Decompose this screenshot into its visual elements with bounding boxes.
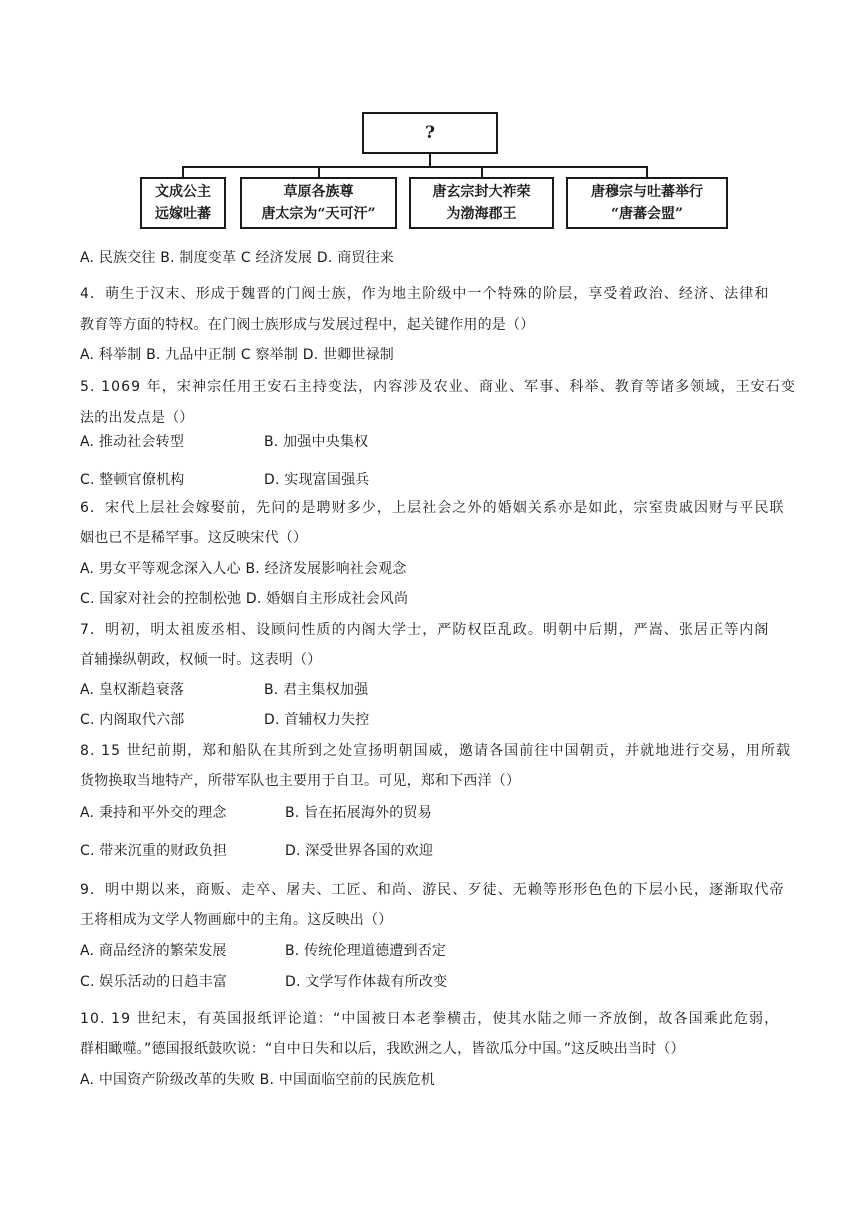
- q7-option-row: [80, 710, 800, 730]
- diagram-child-text: 唐太宗为“天可汗”: [261, 206, 376, 222]
- q7-option-row: [80, 680, 800, 700]
- q8-option-d: D. 深受世界各国的欢迎: [285, 843, 434, 859]
- diagram-child-text: 唐玄宗封大祚荣: [432, 184, 531, 200]
- diagram-child-box: [240, 177, 397, 229]
- q4-options: A. 科举制 B. 九品中正制 C 察举制 D. 世卿世禄制: [80, 347, 394, 363]
- q6-stem: 6．宋代上层社会嫁娶前，先问的是聘财多少，上层社会之外的婚姻关系亦是如此，宗室贵戚因财与平民联: [80, 500, 785, 516]
- q10-stem: 10. 19 世纪末，有英国报纸评论道：“中国被日本老拳横击，使其水陆之师一齐放倒，故各国乘此危弱，: [80, 1011, 780, 1027]
- q9-stem: 王将相成为文学人物画廊中的主角。这反映出（）: [80, 912, 393, 928]
- q9-option-row: [80, 972, 800, 992]
- diagram-child-text: 文成公主: [155, 184, 211, 200]
- diagram-root-label: ?: [425, 123, 435, 143]
- diagram-child-box: [140, 177, 226, 229]
- q9-stem: 9．明中期以来，商贩、走卒、屠夫、工匠、和尚、游民、歹徒、无赖等形形色色的下层小民，逐渐取代帝: [80, 882, 785, 898]
- q6-options: A. 男女平等观念深入人心 B. 经济发展影响社会观念: [80, 561, 407, 577]
- q9-option-d: D. 文学写作体裁有所改变: [285, 974, 448, 990]
- q5-option-c: C. 整顿官僚机构: [80, 472, 185, 488]
- q8-option-a: A. 秉持和平外交的理念: [80, 805, 227, 821]
- diagram-child-text: “唐蕃会盟”: [610, 206, 684, 222]
- q8-option-row: [80, 803, 800, 823]
- q9-option-row: [80, 941, 800, 961]
- q7-option-b: B. 君主集权加强: [264, 682, 369, 698]
- q8-option-row: [80, 841, 800, 861]
- q7-option-c: C. 内阁取代六部: [80, 712, 185, 728]
- q9-option-c: C. 娱乐活动的日趋丰富: [80, 974, 228, 990]
- q5-option-d: D. 实现富国强兵: [264, 472, 370, 488]
- q8-stem: 8. 15 世纪前期，郑和船队在其所到之处宣扬明朝国威，邀请各国前往中国朝贡，并就地进行交易，用所载: [80, 743, 792, 759]
- q8-option-c: C. 带来沉重的财政负担: [80, 843, 228, 859]
- q10-stem: 群相瞰噬。”德国报纸鼓吹说：“自中日失和以后，我欧洲之人，皆欲瓜分中国。”这反映出当时（）: [80, 1041, 685, 1057]
- diagram-child-text: 唐穆宗与吐蕃举行: [591, 184, 703, 200]
- q5-stem: 法的出发点是（）: [80, 410, 194, 426]
- q7-option-a: A. 皇权渐趋衰落: [80, 682, 185, 698]
- q7-option-d: D. 首辅权力失控: [264, 712, 370, 728]
- q8-stem: 货物换取当地特产，所带军队也主要用于自卫。可见，郑和下西洋（）: [80, 773, 521, 789]
- q5-option-a: A. 推动社会转型: [80, 434, 185, 450]
- diagram-child-box: [566, 177, 728, 229]
- q7-stem: 首辅操纵朝政，权倾一时。这表明（）: [80, 652, 322, 668]
- q3-options: A. 民族交往 B. 制度变革 C 经济发展 D. 商贸往来: [80, 250, 394, 266]
- diagram-child-text: 草原各族尊: [283, 184, 354, 200]
- q10-options: A. 中国资产阶级改革的失败 B. 中国面临空前的民族危机: [80, 1072, 435, 1088]
- q6-stem: 姻也已不是稀罕事。这反映宋代（）: [80, 530, 308, 546]
- q5-option-row: [80, 470, 800, 490]
- q9-option-a: A. 商品经济的繁荣发展: [80, 943, 227, 959]
- diagram-child-box: [409, 177, 554, 229]
- q5-option-b: B. 加强中央集权: [264, 434, 369, 450]
- q4-stem: 4．萌生于汉末、形成于魏晋的门阀士族，作为地主阶级中一个特殊的阶层，享受着政治、经济、法律和: [80, 286, 770, 302]
- q9-option-b: B. 传统伦理道德遭到否定: [285, 943, 447, 959]
- q5-option-row: [80, 432, 800, 452]
- q4-stem: 教育等方面的特权。在门阀士族形成与发展过程中，起关键作用的是（）: [80, 317, 535, 333]
- relationship-diagram: [0, 0, 860, 240]
- q5-stem: 5. 1069 年，宋神宗任用王安石主持变法，内容涉及农业、商业、军事、科举、教育等诸多领域，王安石变: [80, 379, 796, 395]
- diagram-root-box: [362, 112, 498, 154]
- diagram-connector: [182, 166, 648, 168]
- diagram-child-text: 为渤海郡王: [446, 206, 517, 222]
- diagram-child-text: 远嫁吐蕃: [155, 206, 211, 222]
- q7-stem: 7．明初，明太祖废丞相、设顾问性质的内阁大学士，严防权臣乱政。明朝中后期，严嵩、张居正等内阁: [80, 622, 770, 638]
- q8-option-b: B. 旨在拓展海外的贸易: [285, 805, 432, 821]
- q6-options: C. 国家对社会的控制松弛 D. 婚姻自主形成社会风尚: [80, 591, 409, 607]
